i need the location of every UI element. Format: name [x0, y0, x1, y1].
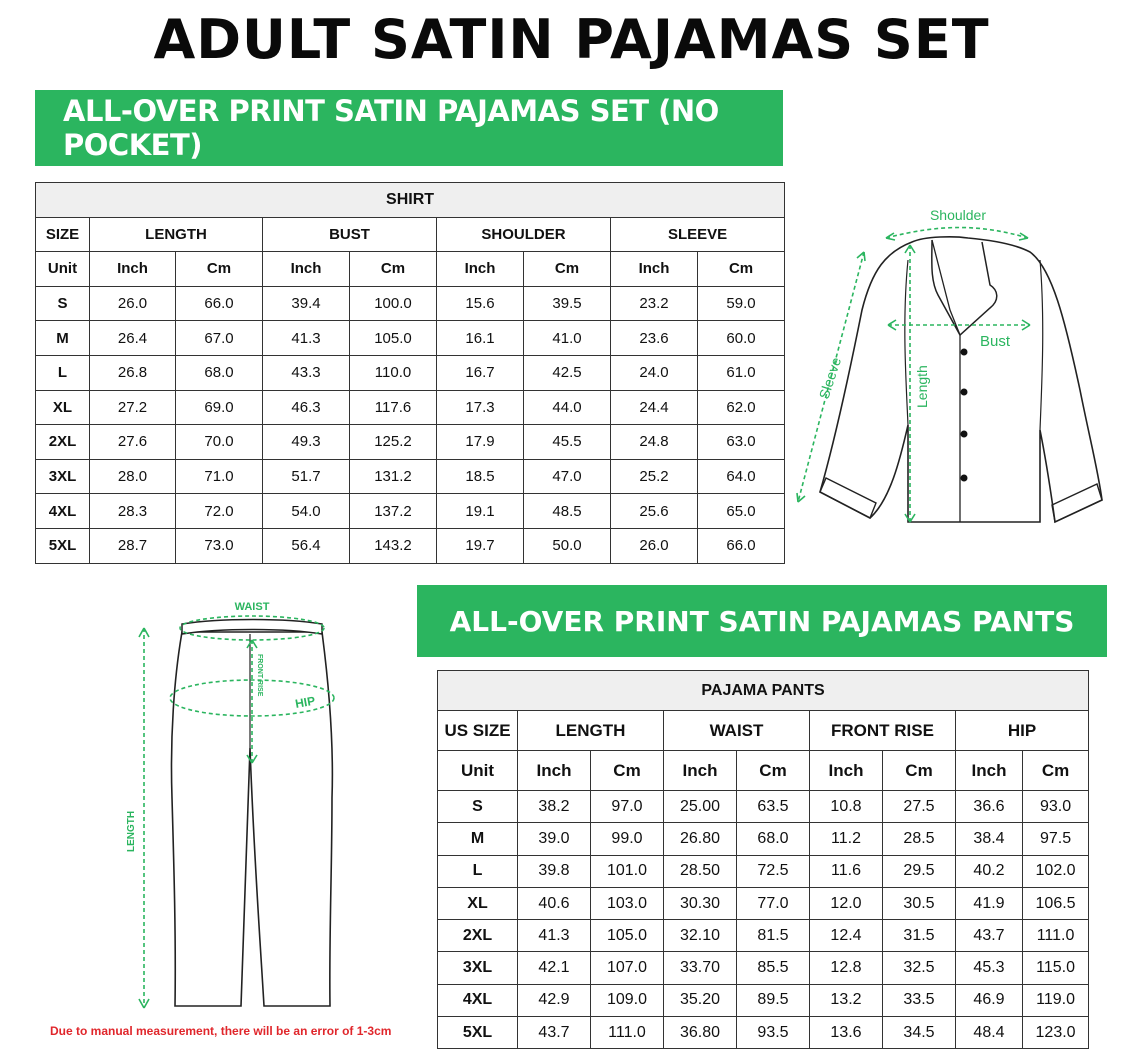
- value-cell: 45.5: [524, 425, 611, 460]
- value-cell: 93.0: [1023, 791, 1089, 823]
- value-cell: 50.0: [524, 528, 611, 563]
- value-cell: 77.0: [737, 887, 810, 919]
- value-cell: 68.0: [737, 823, 810, 855]
- size-cell: M: [36, 321, 90, 356]
- value-cell: 18.5: [437, 459, 524, 494]
- value-cell: 137.2: [350, 494, 437, 529]
- value-cell: 40.6: [518, 887, 591, 919]
- value-cell: 97.0: [591, 791, 664, 823]
- table-row: [36, 321, 785, 356]
- value-cell: 43.7: [956, 920, 1023, 952]
- value-cell: 17.9: [437, 425, 524, 460]
- value-cell: 56.4: [263, 528, 350, 563]
- value-cell: 64.0: [698, 459, 785, 494]
- table-row: [438, 952, 1089, 984]
- value-cell: 59.0: [698, 286, 785, 321]
- size-header: SIZE: [36, 217, 90, 252]
- unit-header: Cm: [698, 252, 785, 287]
- value-cell: 34.5: [883, 1017, 956, 1049]
- value-cell: 32.5: [883, 952, 956, 984]
- value-cell: 24.8: [611, 425, 698, 460]
- value-cell: 111.0: [591, 1017, 664, 1049]
- table-row: [438, 823, 1089, 855]
- value-cell: 72.0: [176, 494, 263, 529]
- value-cell: 26.0: [611, 528, 698, 563]
- value-cell: 97.5: [1023, 823, 1089, 855]
- value-cell: 28.50: [664, 855, 737, 887]
- value-cell: 39.5: [524, 286, 611, 321]
- value-cell: 16.1: [437, 321, 524, 356]
- value-cell: 99.0: [591, 823, 664, 855]
- value-cell: 111.0: [1023, 920, 1089, 952]
- pants-size-table: [437, 670, 1089, 1049]
- value-cell: 28.0: [90, 459, 176, 494]
- value-cell: 17.3: [437, 390, 524, 425]
- size-cell: S: [36, 286, 90, 321]
- value-cell: 28.7: [90, 528, 176, 563]
- value-cell: 49.3: [263, 425, 350, 460]
- size-cell: S: [438, 791, 518, 823]
- value-cell: 33.5: [883, 984, 956, 1016]
- value-cell: 100.0: [350, 286, 437, 321]
- value-cell: 81.5: [737, 920, 810, 952]
- unit-header: Inch: [956, 751, 1023, 791]
- value-cell: 42.1: [518, 952, 591, 984]
- value-cell: 36.80: [664, 1017, 737, 1049]
- value-cell: 103.0: [591, 887, 664, 919]
- value-cell: 24.4: [611, 390, 698, 425]
- value-cell: 39.4: [263, 286, 350, 321]
- hip-label: HIP: [294, 693, 317, 711]
- table-row: [438, 1017, 1089, 1049]
- group-header: HIP: [956, 711, 1089, 751]
- size-cell: 2XL: [438, 920, 518, 952]
- value-cell: 72.5: [737, 855, 810, 887]
- unit-header: Cm: [1023, 751, 1089, 791]
- group-header: BUST: [263, 217, 437, 252]
- value-cell: 30.30: [664, 887, 737, 919]
- value-cell: 27.5: [883, 791, 956, 823]
- shirt-section-banner: ALL-OVER PRINT SATIN PAJAMAS SET (NO POCKET): [35, 90, 783, 166]
- size-cell: XL: [36, 390, 90, 425]
- value-cell: 32.10: [664, 920, 737, 952]
- value-cell: 46.9: [956, 984, 1023, 1016]
- value-cell: 13.2: [810, 984, 883, 1016]
- value-cell: 39.0: [518, 823, 591, 855]
- value-cell: 43.7: [518, 1017, 591, 1049]
- table-row: [36, 390, 785, 425]
- unit-header: Cm: [524, 252, 611, 287]
- size-cell: L: [438, 855, 518, 887]
- value-cell: 11.2: [810, 823, 883, 855]
- value-cell: 51.7: [263, 459, 350, 494]
- size-cell: M: [438, 823, 518, 855]
- value-cell: 65.0: [698, 494, 785, 529]
- value-cell: 109.0: [591, 984, 664, 1016]
- shoulder-label: Shoulder: [929, 207, 987, 223]
- value-cell: 11.6: [810, 855, 883, 887]
- pants-table-title: PAJAMA PANTS: [438, 671, 1089, 711]
- value-cell: 13.6: [810, 1017, 883, 1049]
- value-cell: 42.9: [518, 984, 591, 1016]
- unit-header: Inch: [263, 252, 350, 287]
- value-cell: 24.0: [611, 355, 698, 390]
- value-cell: 10.8: [810, 791, 883, 823]
- value-cell: 25.6: [611, 494, 698, 529]
- value-cell: 27.2: [90, 390, 176, 425]
- measurement-note: Due to manual measurement, there will be an error of 1-3cm: [50, 1024, 392, 1038]
- group-header: LENGTH: [90, 217, 263, 252]
- value-cell: 70.0: [176, 425, 263, 460]
- value-cell: 12.8: [810, 952, 883, 984]
- table-row: [438, 855, 1089, 887]
- unit-header: Cm: [350, 252, 437, 287]
- value-cell: 63.5: [737, 791, 810, 823]
- unit-header: Inch: [90, 252, 176, 287]
- size-cell: 3XL: [438, 952, 518, 984]
- size-cell: 4XL: [438, 984, 518, 1016]
- size-header: US SIZE: [438, 711, 518, 751]
- group-header: LENGTH: [518, 711, 664, 751]
- shirt-button: [961, 475, 968, 482]
- unit-header: Cm: [591, 751, 664, 791]
- group-header: SHOULDER: [437, 217, 611, 252]
- value-cell: 93.5: [737, 1017, 810, 1049]
- value-cell: 41.0: [524, 321, 611, 356]
- value-cell: 31.5: [883, 920, 956, 952]
- unit-label: Unit: [36, 252, 90, 287]
- unit-header: Cm: [737, 751, 810, 791]
- value-cell: 47.0: [524, 459, 611, 494]
- group-header: WAIST: [664, 711, 810, 751]
- front-rise-label: FRONT RISE: [256, 654, 263, 697]
- value-cell: 16.7: [437, 355, 524, 390]
- shirt-size-table: [35, 182, 785, 564]
- shirt-diagram: [790, 200, 1120, 540]
- value-cell: 25.00: [664, 791, 737, 823]
- value-cell: 41.9: [956, 887, 1023, 919]
- unit-header: Inch: [437, 252, 524, 287]
- value-cell: 61.0: [698, 355, 785, 390]
- pants-diagram: [110, 598, 370, 1023]
- value-cell: 73.0: [176, 528, 263, 563]
- value-cell: 89.5: [737, 984, 810, 1016]
- pants-outline: [171, 632, 332, 1006]
- size-cell: 3XL: [36, 459, 90, 494]
- pants-section-banner: ALL-OVER PRINT SATIN PAJAMAS PANTS: [417, 585, 1107, 657]
- value-cell: 125.2: [350, 425, 437, 460]
- value-cell: 115.0: [1023, 952, 1089, 984]
- value-cell: 45.3: [956, 952, 1023, 984]
- table-row: [36, 286, 785, 321]
- value-cell: 38.2: [518, 791, 591, 823]
- value-cell: 33.70: [664, 952, 737, 984]
- value-cell: 26.4: [90, 321, 176, 356]
- value-cell: 44.0: [524, 390, 611, 425]
- value-cell: 48.4: [956, 1017, 1023, 1049]
- value-cell: 36.6: [956, 791, 1023, 823]
- value-cell: 110.0: [350, 355, 437, 390]
- value-cell: 26.0: [90, 286, 176, 321]
- value-cell: 38.4: [956, 823, 1023, 855]
- value-cell: 117.6: [350, 390, 437, 425]
- table-row: [438, 791, 1089, 823]
- value-cell: 101.0: [591, 855, 664, 887]
- value-cell: 43.3: [263, 355, 350, 390]
- value-cell: 28.5: [883, 823, 956, 855]
- size-cell: 5XL: [36, 528, 90, 563]
- value-cell: 12.0: [810, 887, 883, 919]
- value-cell: 26.8: [90, 355, 176, 390]
- value-cell: 35.20: [664, 984, 737, 1016]
- value-cell: 19.1: [437, 494, 524, 529]
- table-row: [438, 887, 1089, 919]
- unit-label: Unit: [438, 751, 518, 791]
- value-cell: 39.8: [518, 855, 591, 887]
- table-row: [36, 355, 785, 390]
- value-cell: 19.7: [437, 528, 524, 563]
- size-cell: 2XL: [36, 425, 90, 460]
- group-header: SLEEVE: [611, 217, 785, 252]
- sleeve-label: Sleeve: [815, 355, 845, 401]
- unit-header: Cm: [883, 751, 956, 791]
- value-cell: 54.0: [263, 494, 350, 529]
- value-cell: 71.0: [176, 459, 263, 494]
- value-cell: 119.0: [1023, 984, 1089, 1016]
- value-cell: 107.0: [591, 952, 664, 984]
- value-cell: 63.0: [698, 425, 785, 460]
- table-row: [36, 494, 785, 529]
- value-cell: 46.3: [263, 390, 350, 425]
- shirt-button: [961, 431, 968, 438]
- shirt-table-title: SHIRT: [36, 183, 785, 218]
- value-cell: 102.0: [1023, 855, 1089, 887]
- value-cell: 143.2: [350, 528, 437, 563]
- value-cell: 106.5: [1023, 887, 1089, 919]
- unit-header: Inch: [611, 252, 698, 287]
- table-row: [36, 425, 785, 460]
- table-row: [438, 920, 1089, 952]
- length-label: LENGTH: [126, 810, 137, 852]
- value-cell: 28.3: [90, 494, 176, 529]
- value-cell: 25.2: [611, 459, 698, 494]
- group-header: FRONT RISE: [810, 711, 956, 751]
- value-cell: 30.5: [883, 887, 956, 919]
- size-cell: L: [36, 355, 90, 390]
- value-cell: 105.0: [350, 321, 437, 356]
- value-cell: 68.0: [176, 355, 263, 390]
- value-cell: 12.4: [810, 920, 883, 952]
- value-cell: 85.5: [737, 952, 810, 984]
- value-cell: 27.6: [90, 425, 176, 460]
- value-cell: 26.80: [664, 823, 737, 855]
- bust-label: Bust: [980, 333, 1011, 350]
- value-cell: 66.0: [176, 286, 263, 321]
- table-row: [438, 984, 1089, 1016]
- table-row: [36, 528, 785, 563]
- page-title: ADULT SATIN PAJAMAS SET: [153, 8, 990, 71]
- value-cell: 48.5: [524, 494, 611, 529]
- size-cell: XL: [438, 887, 518, 919]
- unit-header: Cm: [176, 252, 263, 287]
- value-cell: 62.0: [698, 390, 785, 425]
- value-cell: 67.0: [176, 321, 263, 356]
- unit-header: Inch: [664, 751, 737, 791]
- shirt-button: [961, 349, 968, 356]
- value-cell: 66.0: [698, 528, 785, 563]
- value-cell: 42.5: [524, 355, 611, 390]
- size-cell: 4XL: [36, 494, 90, 529]
- value-cell: 69.0: [176, 390, 263, 425]
- value-cell: 105.0: [591, 920, 664, 952]
- table-row: [36, 459, 785, 494]
- value-cell: 23.6: [611, 321, 698, 356]
- value-cell: 23.2: [611, 286, 698, 321]
- unit-header: Inch: [518, 751, 591, 791]
- value-cell: 41.3: [518, 920, 591, 952]
- shirt-button: [961, 389, 968, 396]
- value-cell: 123.0: [1023, 1017, 1089, 1049]
- value-cell: 15.6: [437, 286, 524, 321]
- value-cell: 41.3: [263, 321, 350, 356]
- length-label: Length: [914, 365, 930, 408]
- value-cell: 40.2: [956, 855, 1023, 887]
- value-cell: 60.0: [698, 321, 785, 356]
- size-cell: 5XL: [438, 1017, 518, 1049]
- value-cell: 131.2: [350, 459, 437, 494]
- unit-header: Inch: [810, 751, 883, 791]
- value-cell: 29.5: [883, 855, 956, 887]
- waist-label: WAIST: [234, 601, 270, 613]
